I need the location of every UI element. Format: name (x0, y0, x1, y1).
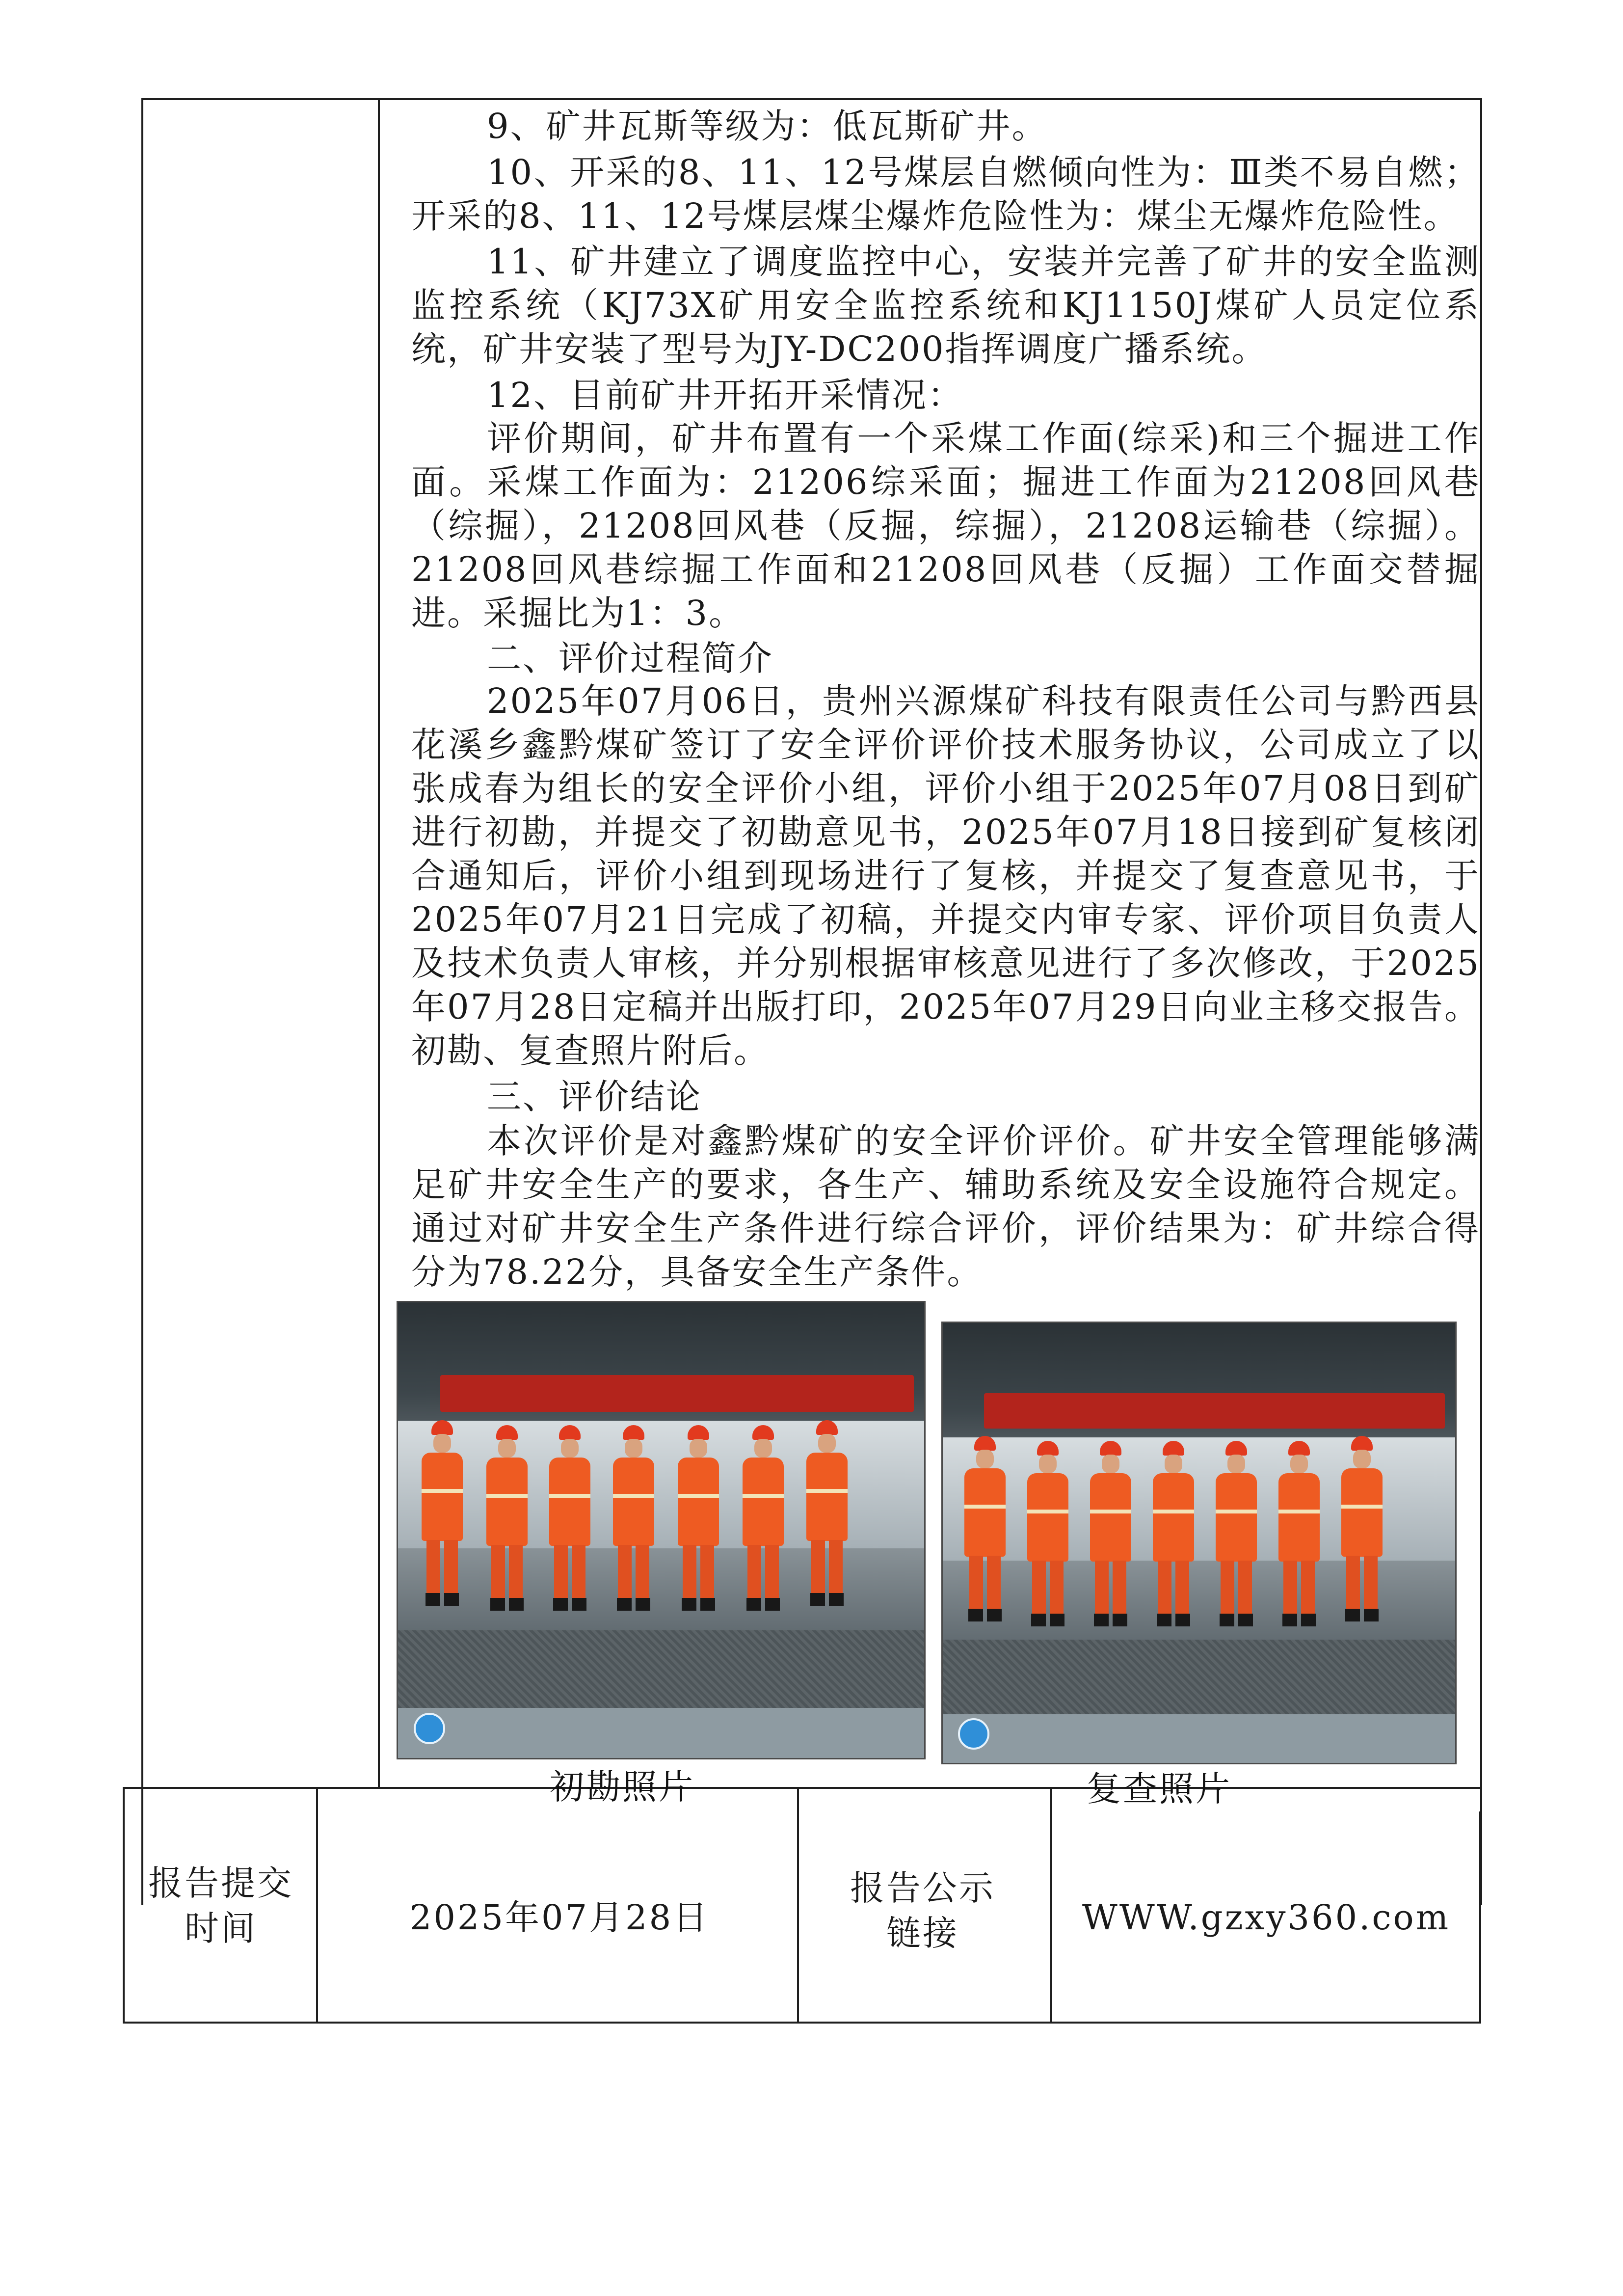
worker-figure (1149, 1441, 1198, 1627)
content-column-divider (378, 98, 380, 1788)
worker-figure (1212, 1441, 1261, 1627)
footer-col-divider-1 (316, 1787, 318, 2023)
photo-banner (984, 1393, 1445, 1429)
photo-banner (440, 1375, 914, 1411)
worker-figure (1086, 1441, 1135, 1627)
watermark-logo-icon (958, 1718, 989, 1750)
conclusion-heading: 三、评价结论 (487, 1077, 702, 1117)
watermark-logo-icon (414, 1713, 445, 1744)
item-12: 12、目前矿井开拓开采情况： (487, 375, 964, 415)
footer-col-divider-2 (797, 1787, 799, 2023)
worker-figure (739, 1425, 788, 1612)
process-body: 2025年07月06日，贵州兴源煤矿科技有限责任公司与黔西县花溪乡鑫黔煤矿签订了安全评价评价技术服务协议，公司成立了以张成春为组长的安全评价小组，评价小组于2025年07月08日到矿进行初勘，并提交了初勘意见书，2025年07月18日接到矿复核闭合通知后，评价小组到现场进行了复核，并提交了复查意见书，于2025年07月21日完成了初稿，并提交内审专家、评价项目负责人及技术负责人审核，并分别根据审核意见进行了多次修改，于2025年07月28日定稿并出版打印，2025年07月29日向业主移交报告。初勘、复查照片附后。 (411, 681, 1480, 1071)
public-link-label: 报告公示链接 (850, 1868, 995, 1953)
recheck-photo (941, 1322, 1457, 1764)
worker-figure (674, 1425, 723, 1612)
initial-survey-caption: 初勘照片 (550, 1767, 695, 1807)
worker-figure (1275, 1441, 1324, 1627)
item-11: 11、矿井建立了调度监控中心，安装并完善了矿井的安全监测监控系统（KJ73X矿用安全监控系统和KJ1150J煤矿人员定位系统，矿井安装了型号为JY-DC200指挥调度广播系统。 (411, 242, 1480, 369)
process-heading: 二、评价过程简介 (487, 638, 773, 678)
table-left-border (141, 98, 143, 1905)
worker-figure (482, 1425, 532, 1612)
photo-watermark-bar (943, 1714, 1455, 1763)
worker-figure (418, 1420, 467, 1607)
table-right-border (1480, 98, 1482, 1905)
worker-figure (1337, 1436, 1386, 1622)
worker-figure (960, 1436, 1010, 1622)
submit-time-label: 报告提交时间 (148, 1863, 293, 1948)
initial-survey-photo (397, 1301, 926, 1759)
submit-date: 2025年07月28日 (409, 1897, 710, 1938)
item-12-body: 评价期间，矿井布置有一个采煤工作面(综采)和三个掘进工作面。采煤工作面为：21206综采面；掘进工作面为21208回风巷（综掘），21208回风巷（反掘，综掘），21208运输巷（综掘）。21208回风巷综掘工作面和21208回风巷（反掘）工作面交替掘进。采掘比为1：3。 (411, 418, 1480, 633)
conclusion-body: 本次评价是对鑫黔煤矿的安全评价评价。矿井安全管理能够满足矿井安全生产的要求，各生产、辅助系统及安全设施符合规定。通过对矿井安全生产条件进行综合评价，评价结果为：矿井综合得分为78.22分，具备安全生产条件。 (411, 1121, 1480, 1292)
public-link-value[interactable]: WWW.gzxy360.com (1082, 1897, 1451, 1938)
worker-figure (609, 1425, 658, 1612)
worker-figure (545, 1425, 594, 1612)
footer-col-divider-3 (1050, 1787, 1052, 2023)
footer-left-border (123, 1787, 125, 2023)
footer-right-border (1479, 1811, 1481, 2023)
table-top-border (141, 98, 1482, 100)
item-9: 9、矿井瓦斯等级为：低瓦斯矿井。 (487, 106, 1048, 146)
item-10: 10、开采的8、11、12号煤层自燃倾向性为：Ⅲ类不易自燃；开采的8、11、12号煤层煤尘爆炸危险性为：煤尘无爆炸危险性。 (411, 152, 1480, 236)
row-divider (123, 1787, 1481, 1789)
recheck-caption: 复查照片 (1087, 1769, 1232, 1809)
worker-figure (802, 1420, 851, 1607)
worker-figure (1023, 1441, 1072, 1627)
photo-watermark-bar (398, 1708, 924, 1758)
table-bottom-border (123, 2022, 1481, 2024)
